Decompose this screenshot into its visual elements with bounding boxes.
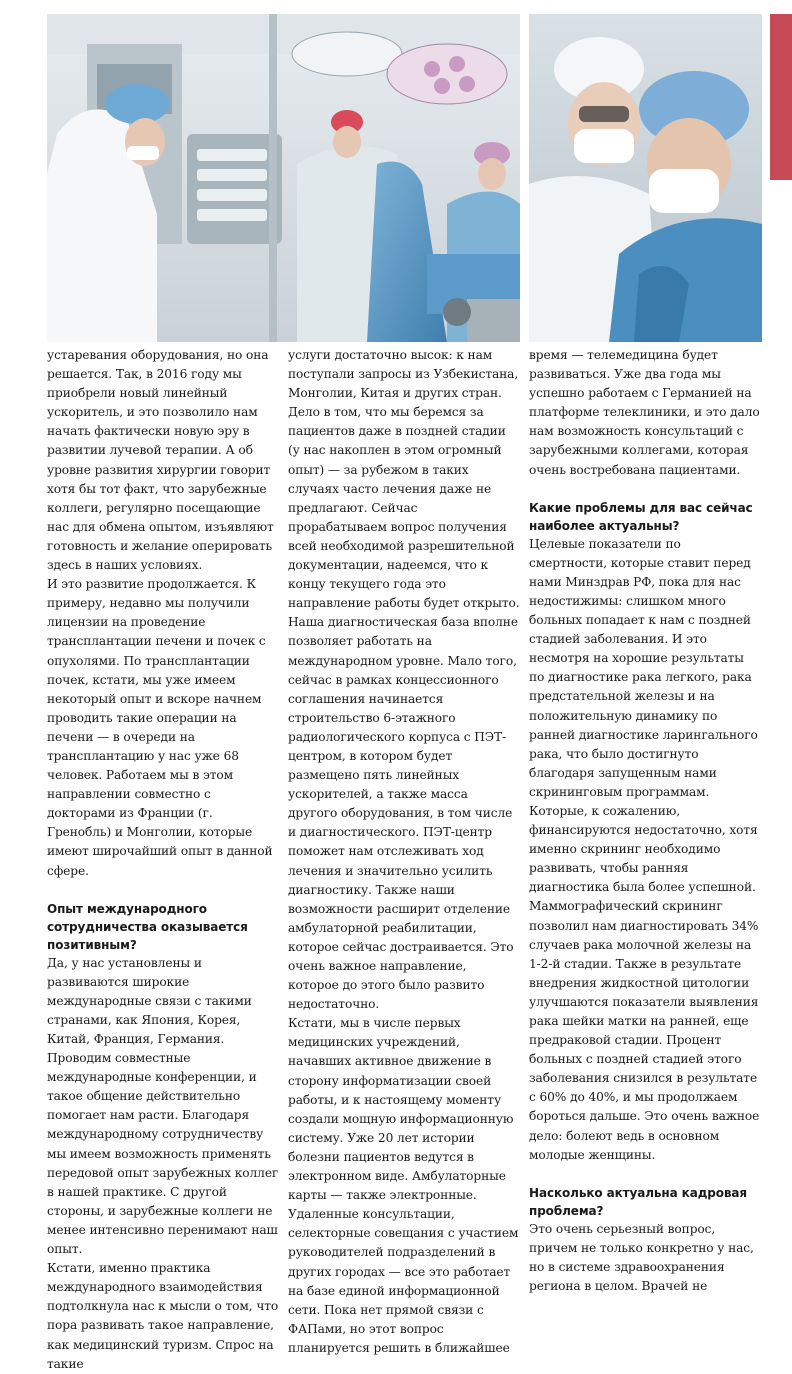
paragraph: Кстати, именно практика международного взаимодействия подтолкнула нас к мысли о том, что пора развивать такое направление, как медицинский туризм. Спрос на такие (47, 1261, 279, 1371)
paragraph: Целевые показатели по смертности, которые ставит перед нами Минздрав РФ, пока для нас недостижимы: слишком много больных попадает к нам с поздней стадией заболевания. И это несмотря на хорошие результаты по диагностике рака легкого, рака предстательной железы и на положительную динамику по ранней диагностике ларингального рака, что было достигнуто благодаря запущенным нами скрининговым программам. Которые, к сожалению, финансируются недостаточно, хотя именно скрининг необходимо развивать, чтобы ранняя диагностика была более успешной. Маммографический скрининг позволил нам диагностировать 34% случаев рака молочной железы на 1-2-й стадии. Также в результате внедрения жидкостной цитологии улучшаются показатели выявления рака шейки матки на ранней, еще предраковой стадии. Процент больных с поздней стадией этого заболевания снизился в результате с 60% до 40%, и мы продолжаем бороться дальше. Это очень важное дело: болеют ведь в основном молодые женщины. (529, 536, 760, 1162)
paragraph: услуги достаточно высок: к нам поступали запросы из Узбекистана, Монголии, Китая и других стран. Дело в том, что мы беремся за пациентов даже в поздней стадии (у нас накоплен в этом огромный опыт) — за рубежом в таких случаях часто лечения даже не предлагают. Сейчас прорабатываем вопрос получения всей необходимой разрешительной документации, надеемся, что к концу текущего года это направление работы будет открыто. Наша диагностическая база вполне позволяет работать на международном уровне. Мало того, сейчас в рамках концессионного соглашения начинается строительство 6-этажного радиологического корпуса с ПЭТ-центром, в котором будет размещено пять линейных ускорителей, а также масса другого оборудования, в том числе и диагностического. ПЭТ-центр поможет нам отслеживать ход лечения и значительно усилить диагностику. Также наши возможности расширит отделение амбулаторной реабилитации, которое сейчас достраивается. Это очень важное направление, которое до этого было развито недостаточно. (288, 348, 520, 1012)
question-heading: Насколько актуальна кадровая проблема? (529, 1185, 748, 1218)
paragraph: устаревания оборудования, но она решается. Так, в 2016 году мы приобрели новый линейный ускоритель, и это позволило нам начать фактически новую эру в развитии лучевой терапии. А об уровне развития хирургии говорит хотя бы тот факт, что зарубежные коллеги, регулярно посещающие нас для обмена опытом, изъявляют готовность и желание оперировать здесь в наших условиях. (47, 348, 274, 573)
article-column-2 (288, 346, 520, 1358)
paragraph: И это развитие продолжается. К примеру, недавно мы получили лицензии на проведение трансплантации печени и почек с опухолями. По трансплантации почек, кстати, мы уже имеем некоторый опыт и вскоре начнем проводить такие операции на печени — в очереди на трансплантацию у нас уже 68 человек. Работаем мы в этом направлении совместно с докторами из Франции (г. Гренобль) и Монголии, которые имеют широчайший опыт в данной сфере. (47, 577, 273, 878)
section-accent-tab (770, 14, 792, 180)
operating-room-photo (47, 14, 520, 342)
article-column-1 (47, 346, 279, 1374)
paragraph: время — телемедицина будет развиваться. Уже два года мы успешно работаем с Германией на платформе телеклиники, и это дало нам возможность консультаций с зарубежными коллегами, которая очень востребована пациентами. (529, 348, 760, 477)
article-column-3 (529, 346, 762, 1296)
paragraph: Да, у нас установлены и развиваются широкие международные связи с такими странами, как Япония, Корея, Китай, Франция, Германия. Проводим совместные международные конференции, и такое общение действительно помогает нам расти. Благодаря международному сотрудничеству мы имеем возможность применять передовой опыт зарубежных коллег в нашей практике. С другой стороны, и зарубежные коллеги не менее интенсивно перенимают наш опыт. (47, 955, 279, 1257)
surgeons-photo (529, 14, 762, 342)
question-heading: Опыт международного сотрудничества оказывается позитивным? (47, 901, 248, 952)
question-heading: Какие проблемы для вас сейчас наиболее актуальны? (529, 500, 753, 533)
paragraph: Это очень серьезный вопрос, причем не только конкретно у нас, но в системе здравоохранения региона в целом. Врачей не (529, 1221, 754, 1294)
paragraph: Кстати, мы в числе первых медицинских учреждений, начавших активное движение в сторону информатизации своей работы, и к настоящему моменту создали мощную информационную систему. Уже 20 лет истории болезни пациентов ведутся в электронном виде. Амбулаторные карты — также электронные. Удаленные консультации, селекторные совещания с участием руководителей подразделений в других городах — все это работает на базе единой информационной сети. Пока нет прямой связи с ФАПами, но этот вопрос планируется решить в ближайшее (288, 1016, 519, 1355)
